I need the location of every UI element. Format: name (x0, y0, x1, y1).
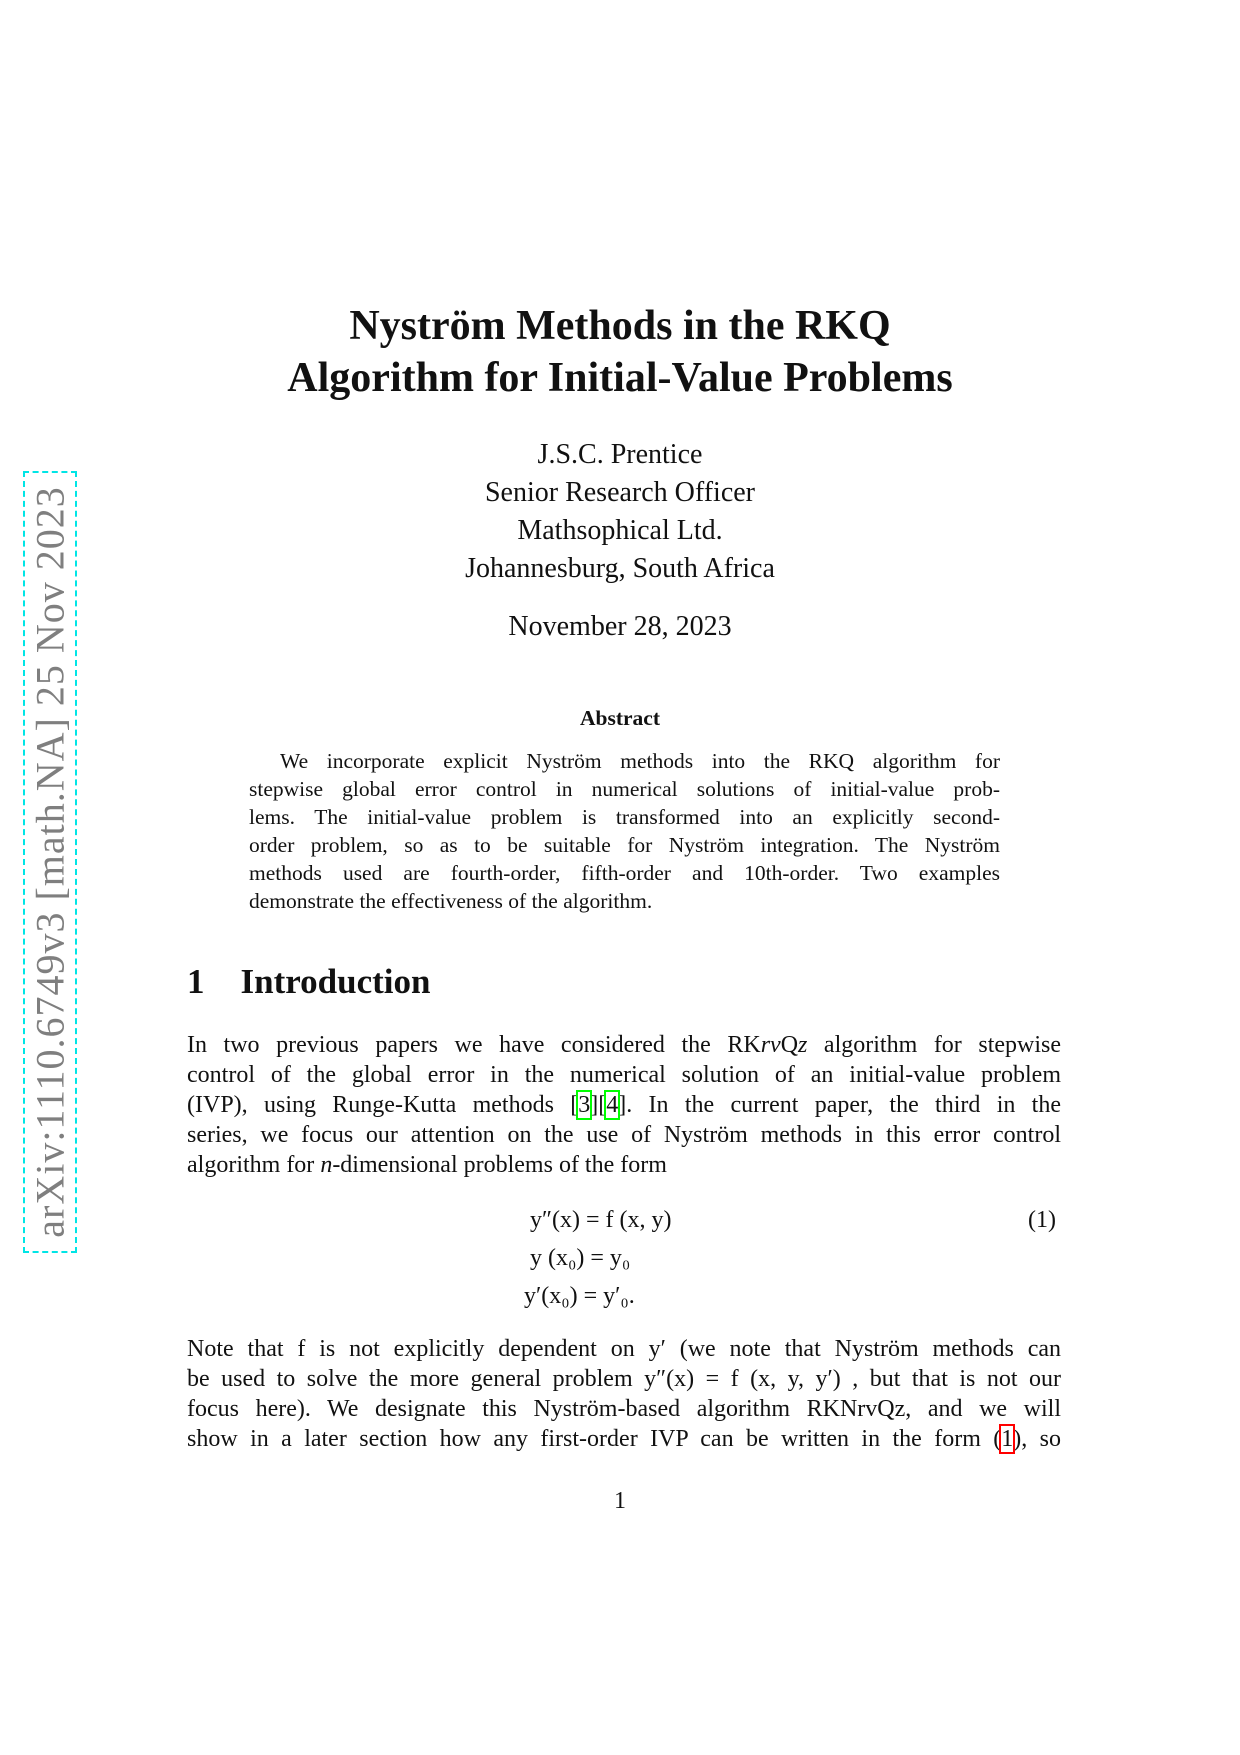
author-name: J.S.C. Prentice (537, 439, 703, 470)
abstract-line: order problem, so as to be suitable for Nyström integration. The Nyström (249, 833, 1000, 857)
title-line-1: Nyström Methods in the RKQ (349, 303, 891, 349)
abstract-line: stepwise global error control in numerical solutions of initial-value prob- (249, 777, 1000, 801)
body-line: be used to solve the more general problem y″(x) = f (x, y, y′) , but that is not our (187, 1366, 1061, 1392)
section-title: Introduction (240, 962, 431, 1001)
body-line: algorithm for n-dimensional problems of the form (187, 1152, 667, 1178)
arxiv-stamp-text: arXiv:1110.6749v3 [math.NA] 25 Nov 2023 (27, 486, 73, 1238)
body-line: series, we focus our attention on the use of Nyström methods in this error control (187, 1122, 1061, 1148)
author-block (0, 436, 1240, 588)
paper-date: November 28, 2023 (508, 611, 732, 642)
author-position: Senior Research Officer (484, 477, 756, 508)
body-line: focus here). We designate this Nyström-based algorithm RKNrvQz, and we will (187, 1396, 1061, 1422)
body-line: (IVP), using Runge-Kutta methods [3][4]. In the current paper, the third in the (187, 1092, 1061, 1118)
citation-link-3[interactable]: 3 (578, 1092, 591, 1118)
citation-link-4[interactable]: 4 (606, 1092, 619, 1118)
equation-line-3: y′(x₀) = y′₀. (524, 1283, 635, 1309)
author-affiliation: Mathsophical Ltd. (517, 515, 723, 546)
equation-number: (1) (1028, 1207, 1056, 1233)
page-number: 1 (614, 1488, 626, 1514)
body-line: Note that f is not explicitly dependent on y′ (we note that Nyström methods can (187, 1336, 1061, 1362)
body-line: control of the global error in the numerical solution of an initial-value problem (187, 1062, 1061, 1088)
body-line: show in a later section how any first-order IVP can be written in the form (1), so (187, 1426, 1061, 1452)
abstract-line: lems. The initial-value problem is transformed into an explicitly second- (249, 805, 1000, 829)
section-heading (187, 962, 430, 1002)
equation-line-1: y″(x) = f (x, y) (530, 1207, 672, 1233)
abstract-heading: Abstract (579, 706, 660, 730)
paper-title (0, 300, 1240, 404)
abstract-line: We incorporate explicit Nyström methods into the RKQ algorithm for (280, 749, 1000, 773)
equation-line-2: y (x₀) = y₀ (530, 1245, 631, 1271)
title-line-2: Algorithm for Initial-Value Problems (287, 355, 953, 401)
equation-ref-link-1[interactable]: 1 (1001, 1426, 1014, 1452)
author-location: Johannesburg, South Africa (465, 553, 775, 584)
abstract-line: methods used are fourth-order, fifth-order and 10th-order. Two examples (249, 861, 1000, 885)
section-number: 1 (187, 962, 205, 1001)
body-line: In two previous papers we have considered the RKrvQz algorithm for stepwise (187, 1032, 1062, 1058)
arxiv-stamp[interactable] (23, 471, 77, 1253)
abstract-line: demonstrate the effectiveness of the algorithm. (249, 889, 653, 913)
